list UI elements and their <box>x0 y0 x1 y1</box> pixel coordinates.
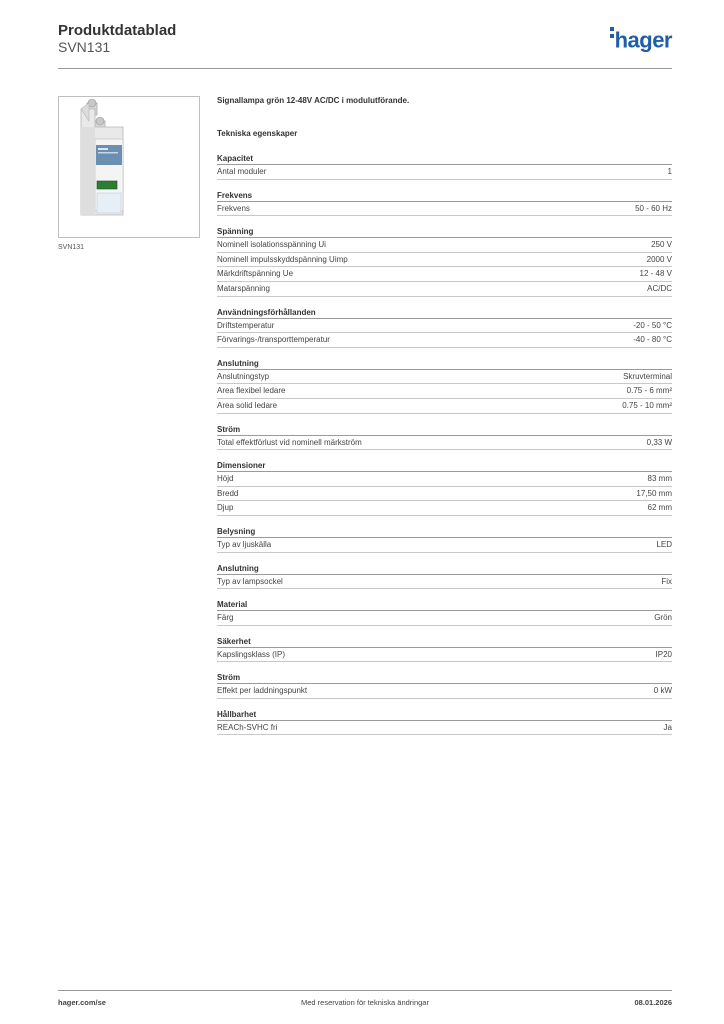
spec-row <box>217 253 672 268</box>
footer-website: hager.com/se <box>58 998 106 1007</box>
product-image <box>58 96 200 238</box>
spec-section <box>217 190 672 217</box>
spec-value: 62 mm <box>647 503 672 513</box>
page-footer <box>58 998 672 1012</box>
spec-value: 12 - 48 V <box>639 269 672 279</box>
spec-label: Frekvens <box>217 203 250 213</box>
spec-value: -40 - 80 °C <box>633 335 672 345</box>
spec-row <box>217 399 672 414</box>
spec-label: Höjd <box>217 474 234 484</box>
spec-section <box>217 563 672 590</box>
spec-section <box>217 226 672 296</box>
footer-divider <box>58 990 672 991</box>
section-heading: Material <box>217 599 672 611</box>
spec-row <box>217 472 672 487</box>
spec-value: Grön <box>654 613 672 623</box>
section-heading: Ström <box>217 672 672 684</box>
page-header <box>58 20 672 70</box>
spec-section <box>217 358 672 414</box>
section-heading: Frekvens <box>217 190 672 202</box>
spec-value: 83 mm <box>647 474 672 484</box>
logo-text: hager <box>614 27 672 53</box>
spec-label: Typ av lampsockel <box>217 576 283 586</box>
spec-value: 1 <box>667 167 672 176</box>
spec-row <box>217 648 672 663</box>
spec-label: Förvarings-/transporttemperatur <box>217 335 330 345</box>
section-heading: Hållbarhet <box>217 709 672 721</box>
spec-title: Tekniska egenskaper <box>217 129 298 138</box>
section-heading: Säkerhet <box>217 636 672 648</box>
spec-label: Effekt per laddningspunkt <box>217 686 308 696</box>
spec-row <box>217 611 672 626</box>
spec-section <box>217 307 672 348</box>
spec-section <box>217 709 672 736</box>
spec-section <box>217 672 672 699</box>
spec-label: Anslutningstyp <box>217 371 270 381</box>
spec-label: REACh-SVHC fri <box>217 722 278 732</box>
spec-label: Total effektförlust vid nominell märkström <box>217 437 362 447</box>
product-description: Signallampa grön 12-48V AC/DC i modulutförande. <box>217 96 410 105</box>
spec-label: Märkdriftspänning Ue <box>217 269 294 279</box>
spec-label: Area solid ledare <box>217 400 278 410</box>
spec-row <box>217 267 672 282</box>
spec-value: IP20 <box>655 649 672 659</box>
section-heading: Belysning <box>217 526 672 538</box>
spec-value: 50 - 60 Hz <box>635 203 672 213</box>
spec-row <box>217 384 672 399</box>
spec-row <box>217 436 672 451</box>
header-divider <box>58 68 672 69</box>
spec-value: 0 kW <box>653 686 672 696</box>
spec-row <box>217 575 672 590</box>
signal-lamp-device-icon <box>59 97 199 237</box>
footer-note: Med reservation för tekniska ändringar <box>301 998 429 1007</box>
spec-label: Antal moduler <box>217 167 267 176</box>
spec-value: 250 V <box>651 240 672 250</box>
section-heading: Användningsförhållanden <box>217 307 672 319</box>
spec-label: Kapslingsklass (IP) <box>217 649 286 659</box>
spec-label: Färg <box>217 613 234 623</box>
spec-row <box>217 538 672 553</box>
section-heading: Spänning <box>217 226 672 238</box>
spec-row <box>217 333 672 348</box>
spec-label: Nominell impulsskyddspänning Uimp <box>217 254 348 264</box>
document-title: Produktdatablad <box>58 22 177 39</box>
spec-sections <box>217 153 672 735</box>
hager-logo <box>610 27 672 54</box>
footer-date: 08.01.2026 <box>634 998 672 1007</box>
spec-value: 2000 V <box>646 254 672 264</box>
spec-value: AC/DC <box>647 283 672 293</box>
section-heading: Dimensioner <box>217 460 672 472</box>
product-caption: SVN131 <box>58 244 85 251</box>
spec-value: LED <box>656 539 672 549</box>
spec-value: 0,33 W <box>646 437 672 447</box>
spec-value: 0.75 - 6 mm² <box>626 386 672 396</box>
spec-label: Djup <box>217 503 234 513</box>
spec-section <box>217 424 672 451</box>
spec-value: 17,50 mm <box>636 488 672 498</box>
spec-row <box>217 282 672 297</box>
spec-row <box>217 487 672 502</box>
spec-label: Driftstemperatur <box>217 320 275 330</box>
spec-content <box>217 96 672 735</box>
spec-row <box>217 319 672 334</box>
spec-label: Area flexibel ledare <box>217 386 286 396</box>
spec-section <box>217 153 672 180</box>
spec-section <box>217 636 672 663</box>
section-heading: Kapacitet <box>217 153 672 165</box>
spec-row <box>217 165 672 180</box>
spec-value: 0.75 - 10 mm² <box>622 400 672 410</box>
section-heading: Anslutning <box>217 358 672 370</box>
spec-value: -20 - 50 °C <box>633 320 672 330</box>
spec-row <box>217 684 672 699</box>
spec-row <box>217 202 672 217</box>
spec-row <box>217 238 672 253</box>
spec-value: Skruvterminal <box>623 371 672 381</box>
spec-section <box>217 526 672 553</box>
spec-label: Typ av ljuskälla <box>217 539 272 549</box>
spec-row <box>217 370 672 385</box>
spec-section <box>217 599 672 626</box>
spec-value: Fix <box>661 576 672 586</box>
section-heading: Anslutning <box>217 563 672 575</box>
section-heading: Ström <box>217 424 672 436</box>
spec-value: Ja <box>663 722 672 732</box>
spec-label: Bredd <box>217 488 239 498</box>
spec-label: Nominell isolationsspänning Ui <box>217 240 326 250</box>
logo-dots-icon <box>610 27 614 41</box>
spec-label: Matarspänning <box>217 283 270 293</box>
spec-row <box>217 501 672 516</box>
spec-row <box>217 721 672 736</box>
spec-section <box>217 460 672 516</box>
product-code: SVN131 <box>58 39 111 55</box>
